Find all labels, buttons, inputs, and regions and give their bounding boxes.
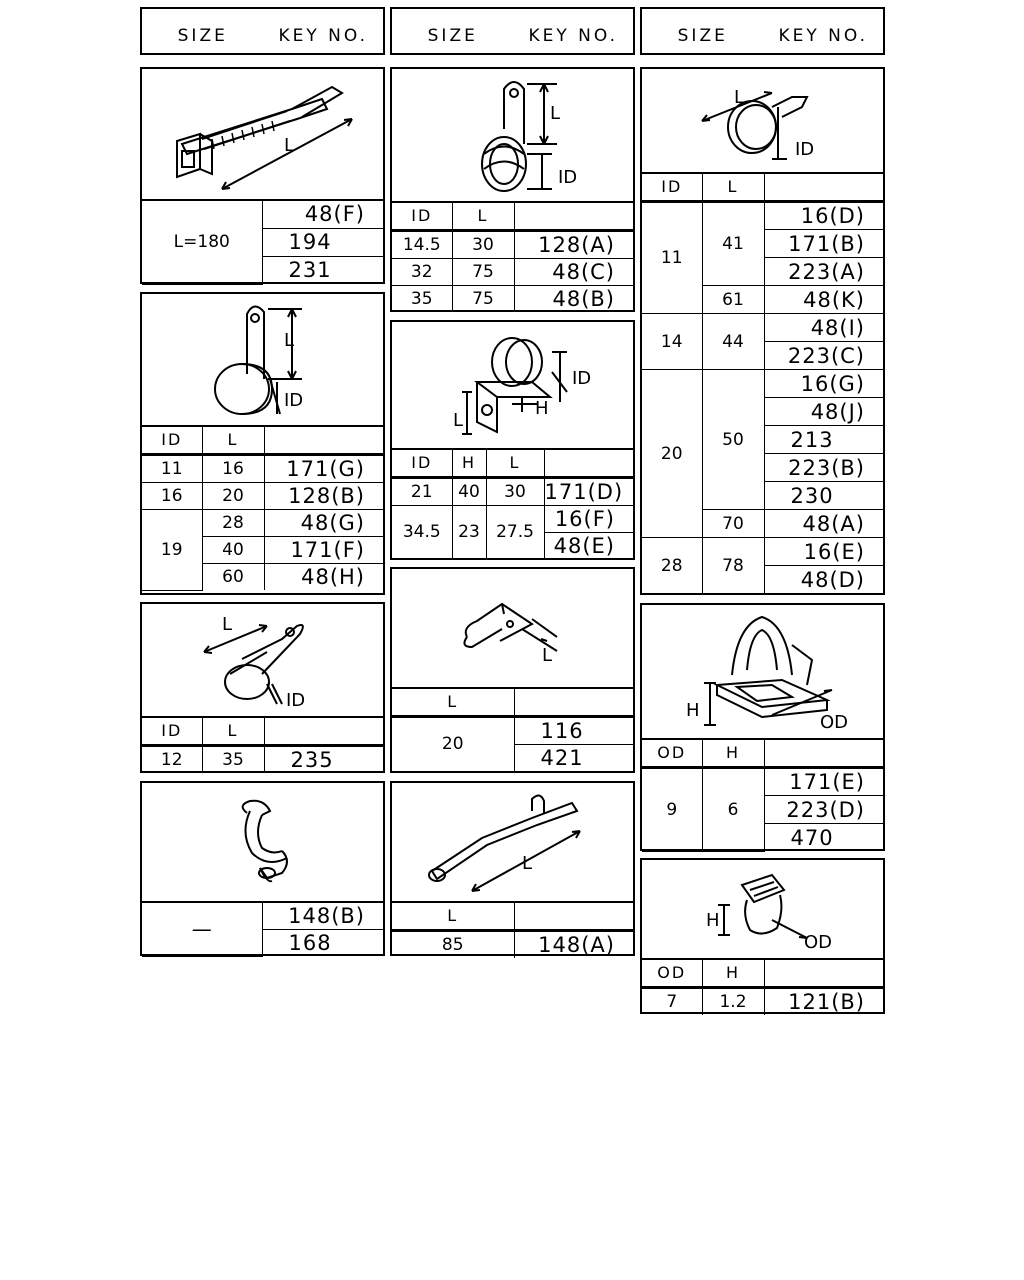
table-cell: 16(F) [544, 506, 633, 533]
table-cell: 28 [202, 510, 264, 537]
table-cell [264, 717, 383, 746]
table-cell: 21 [392, 478, 452, 506]
table-cell [764, 173, 883, 202]
table-cell: 48(B) [514, 286, 633, 313]
dimension-label: H [535, 398, 549, 419]
table-cell: OD [642, 959, 702, 988]
table-cell: 223(B) [764, 454, 883, 482]
panel-ring-clamp [640, 67, 885, 595]
table-cell: L [702, 173, 764, 202]
table-cell: ID [642, 173, 702, 202]
loop-clamp-icon [142, 604, 383, 716]
table-cell: 128(B) [264, 483, 383, 510]
table-cell: L [392, 902, 514, 931]
double-clamp-icon [392, 322, 633, 448]
table-cell: H [702, 739, 764, 768]
table-cell: 230 [764, 482, 883, 510]
dimension-label: ID [558, 167, 578, 188]
table-cell [514, 202, 633, 231]
header-col1 [140, 7, 385, 55]
table-cell: 14 [642, 314, 702, 370]
table-cell: 9 [642, 768, 702, 852]
table-cell: 48(J) [764, 398, 883, 426]
table-cell: ID [392, 202, 452, 231]
dim-l: L [284, 135, 295, 156]
table-cell: 30 [452, 231, 514, 259]
key-no-label: KEY NO. [278, 26, 368, 46]
panel-p-clamp [140, 292, 385, 595]
table-cell: 48(I) [764, 314, 883, 342]
table-cell: 48(H) [264, 564, 383, 591]
size-label: SIZE [427, 26, 478, 46]
table-cell: L [202, 717, 264, 746]
table-cell: 470 [764, 824, 883, 852]
table-cell: 421 [514, 745, 633, 772]
table-cell: 20 [202, 483, 264, 510]
table-cell: 19 [142, 510, 202, 591]
table-cell: OD [642, 739, 702, 768]
table-cell: H [702, 959, 764, 988]
table-cell: H [452, 449, 486, 478]
table-cell: 34.5 [392, 506, 452, 560]
table-cell: 23 [452, 506, 486, 560]
table-cell: 223(C) [764, 342, 883, 370]
panel-loop-clamp [140, 602, 385, 773]
table-cell: 27.5 [486, 506, 544, 560]
table-cell: 50 [702, 370, 764, 510]
table-cell: 1.2 [702, 988, 764, 1016]
dimension-label: L [453, 410, 464, 431]
panel-spring-clip [390, 67, 635, 312]
table-cell: 171(E) [764, 768, 883, 796]
table-cell: 171(D) [544, 478, 633, 506]
table-cell: 40 [202, 537, 264, 564]
size-label: SIZE [177, 26, 228, 46]
table-cell: 148(B) [262, 902, 383, 930]
table-cell: 35 [392, 286, 452, 313]
panel-hook-clip [140, 781, 385, 956]
dimension-label: L [522, 853, 533, 874]
table-cell: 60 [202, 564, 264, 591]
table-cell: 20 [642, 370, 702, 538]
table-cell: 32 [392, 259, 452, 286]
table-cell: 7 [642, 988, 702, 1016]
table-cell: 6 [702, 768, 764, 852]
table-cell: 121(B) [764, 988, 883, 1016]
table-cell: 128(A) [514, 231, 633, 259]
table-cell: 78 [702, 538, 764, 594]
dimension-label: L [550, 103, 561, 124]
table-cell: 44 [702, 314, 764, 370]
table-cell: 148(A) [514, 931, 633, 959]
panel-cable-tie [140, 67, 385, 284]
table-cell [264, 426, 383, 455]
hook-clip-icon [142, 783, 383, 901]
dimension-label: L [542, 645, 553, 666]
table-cell: 48(C) [514, 259, 633, 286]
dimension-label: OD [804, 932, 833, 953]
table-cell: 75 [452, 259, 514, 286]
table-cell [514, 902, 633, 931]
id-cell: 11 [142, 455, 202, 483]
panel-grommet [640, 858, 885, 1014]
table-cell: 61 [702, 286, 764, 314]
size-cell: L=180 [142, 200, 262, 284]
header-col2 [390, 7, 635, 55]
table-cell: ID [142, 426, 202, 455]
table-cell: 223(D) [764, 796, 883, 824]
table-cell: 16 [142, 483, 202, 510]
table-cell: 75 [452, 286, 514, 313]
spring-clip-icon [392, 69, 633, 201]
table-cell: L [486, 449, 544, 478]
table-cell: 171(B) [764, 230, 883, 258]
table-cell: 213 [764, 426, 883, 454]
panel-push-clip [640, 603, 885, 851]
table-cell: 48(G) [264, 510, 383, 537]
key-no-label: KEY NO. [778, 26, 868, 46]
panel-spring-band [390, 567, 635, 773]
grommet-icon [642, 860, 883, 958]
dimension-label: ID [795, 139, 815, 160]
table-cell: L [392, 688, 514, 717]
strap-icon [392, 783, 633, 901]
cable-tie-icon [142, 69, 383, 201]
dimension-label: H [686, 700, 700, 721]
dimension-label: ID [286, 690, 306, 711]
size-label: SIZE [677, 26, 728, 46]
table-cell: 30 [486, 478, 544, 506]
table-cell: 168 [262, 930, 383, 957]
ring-clamp-icon [642, 69, 883, 173]
table-cell: 40 [452, 478, 486, 506]
table-cell [764, 739, 883, 768]
table-cell: 11 [642, 202, 702, 314]
table-cell: 85 [392, 931, 514, 959]
table-cell [544, 449, 633, 478]
table-cell: 48(D) [764, 566, 883, 594]
key-cell: 194 [262, 228, 383, 256]
header-col3 [640, 7, 885, 55]
table-cell: 48(A) [764, 510, 883, 538]
table-cell: 48(K) [764, 286, 883, 314]
table-cell: 16(E) [764, 538, 883, 566]
table-cell: 28 [642, 538, 702, 594]
key-no-label: KEY NO. [528, 26, 618, 46]
p-clamp-icon [142, 294, 383, 426]
table-cell: 16(G) [764, 370, 883, 398]
table-cell: L [452, 202, 514, 231]
panel-strap [390, 781, 635, 956]
dimension-label: L [734, 87, 745, 108]
table-cell: L [202, 426, 264, 455]
table-cell [514, 688, 633, 717]
key-cell: 48(F) [262, 200, 383, 228]
table-cell: 171(F) [264, 537, 383, 564]
table-cell: 20 [392, 717, 514, 772]
table-cell: 223(A) [764, 258, 883, 286]
table-cell: ID [142, 717, 202, 746]
table-cell: 70 [702, 510, 764, 538]
key-cell: 171(G) [264, 455, 383, 483]
table-cell: 14.5 [392, 231, 452, 259]
table-cell: — [142, 902, 262, 956]
dimension-label: OD [820, 712, 849, 733]
spring-band-icon [392, 569, 633, 687]
table-cell: 35 [202, 746, 264, 774]
key-cell: 231 [262, 256, 383, 284]
table-cell: 16 [202, 455, 264, 483]
table-cell: ID [392, 449, 452, 478]
dimension-label: L [284, 330, 295, 351]
dimension-label: ID [572, 368, 592, 389]
push-clip-icon [642, 605, 883, 739]
dimension-label: H [706, 910, 720, 931]
dimension-label: L [222, 614, 233, 635]
dimension-label: ID [284, 390, 304, 411]
table-cell: 41 [702, 202, 764, 286]
table-cell: 48(E) [544, 533, 633, 560]
panel-double-clamp [390, 320, 635, 560]
table-cell [764, 959, 883, 988]
table-cell: 16(D) [764, 202, 883, 230]
table-cell: 116 [514, 717, 633, 745]
table-cell: 12 [142, 746, 202, 774]
table-cell: 235 [264, 746, 383, 774]
